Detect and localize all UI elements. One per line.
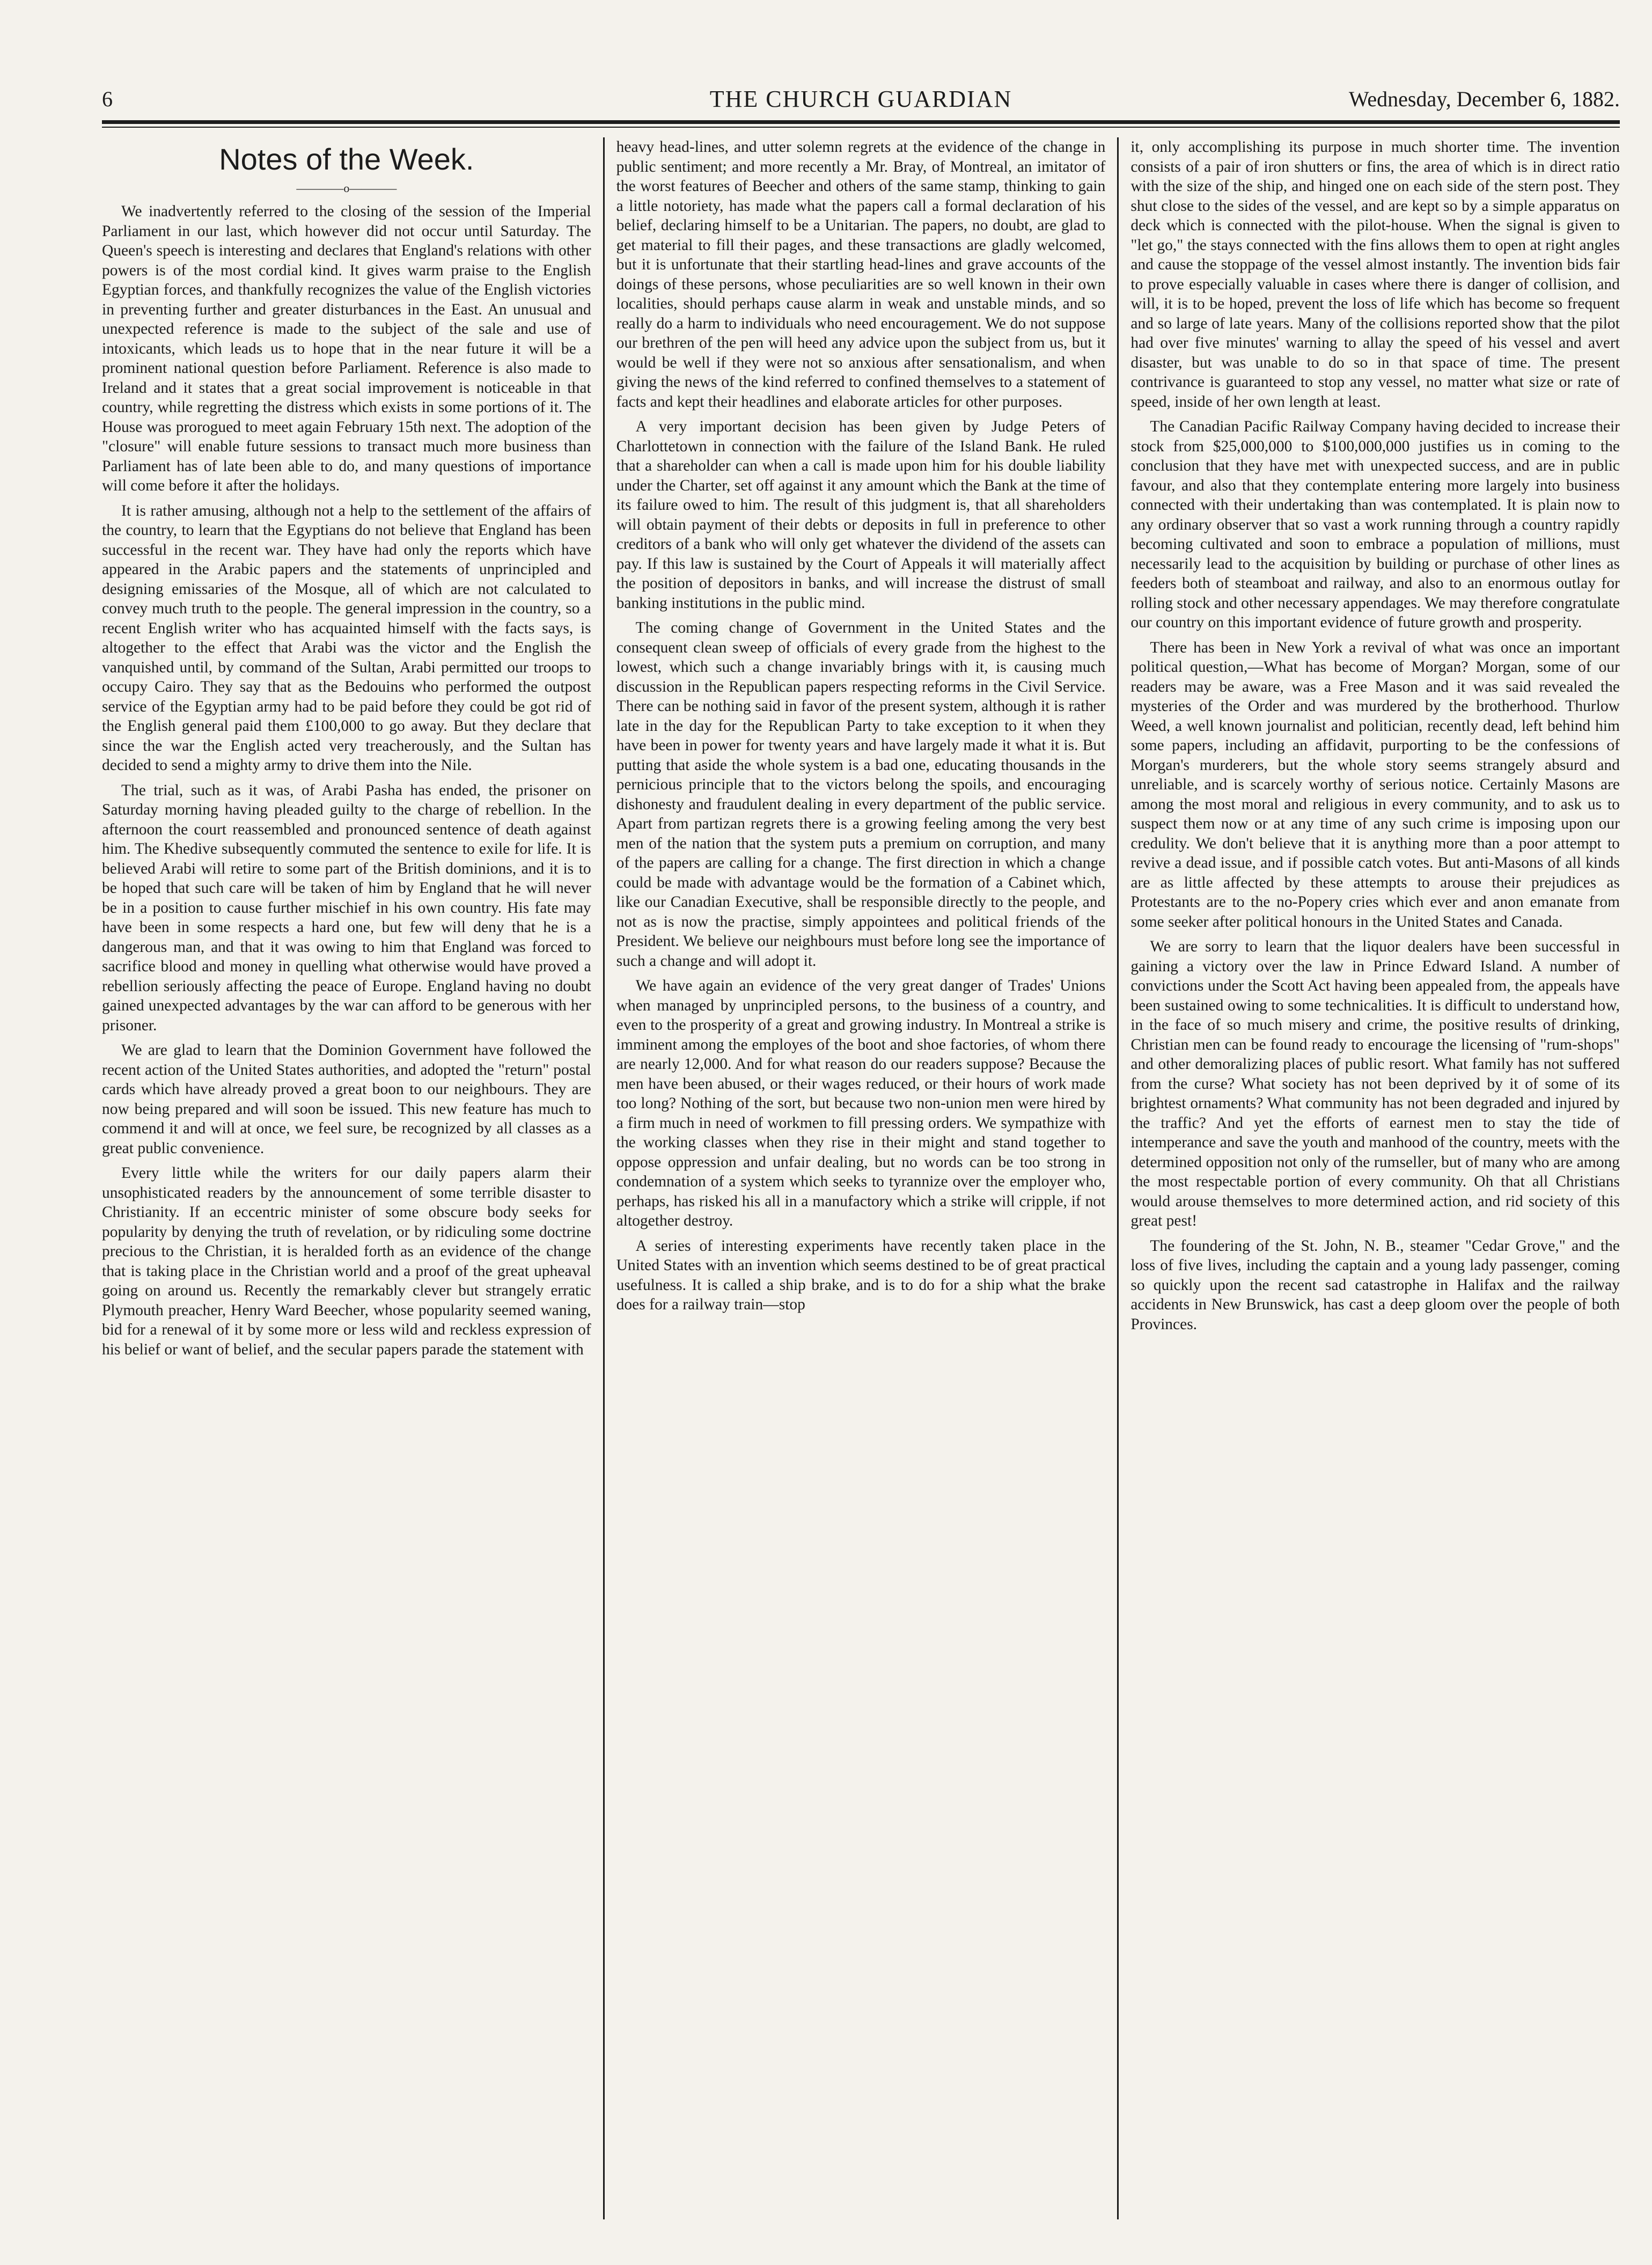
paragraph: The coming change of Government in the United States and the consequent clean sweep of officials of every grade from the highest to the lowest, which such a change invariably brings with it, is causing much discussion in the Republican papers respecting reforms in the Civil Service. There can be nothing said in favor of the present system, although it is rather late in the day for the Republican Party to take exception to it when they have been in power for twenty years and have largely made it what it is. But putting that aside the whole system is a bad one, educating thousands in the pernicious principle that to the victors belong the spoils, and encouraging dishonesty and fraudulent dealing in every department of the public service. Apart from partizan regrets there is a growing feeling among the very best men of the nation that the system puts a premium on corruption, and many of the papers are calling for a change. The first direction in which a change could be made with advantage would be the formation of a Cabinet which, like our Canadian Executive, shall be responsible directly to the people, and not as is now the practise, simply appointees and political friends of the President. We believe our neighbours must before long see the importance of such a change and will adopt it.	[616, 619, 1106, 970]
paragraph: The trial, such as it was, of Arabi Pasha has ended, the prisoner on Saturday morning having pleaded guilty to the charge of rebellion. In the afternoon the court reassembled and pronounced sentence of death against him. The Khedive subsequently commuted the sentence to exile for life. It is believed Arabi will retire to some part of the British dominions, and it is to be hoped that such care will be taken of him by England that he will never be in a position to cause further mischief in his own country. His fate may have been in some respects a hard one, but few will deny that he is a dangerous man, and that it was owing to him that England was forced to sacrifice blood and money in quelling what otherwise would have proved a rebellion seriously affecting the peace of Europe. England having no doubt gained unexpected advantages by the war can afford to be generous with her prisoner.	[102, 781, 591, 1034]
masthead	[102, 80, 1620, 118]
section-title: Notes of the Week.	[219, 142, 474, 176]
title-ornament: ————o————	[296, 181, 397, 195]
paragraph: There has been in New York a revival of what was once an important political question,—What has become of Morgan? Morgan, some of our readers may be aware, was a Free Mason and it was said revealed the mysteries of the Order and was murdered by the brotherhood. Thurlow Weed, a well known journalist and politician, recently dead, left behind him some papers, including an affidavit, purporting to be the confessions of Morgan's murderers, but the whole story seems strangely absurd and unreliable, and is scarcely worthy of serious notice. Certainly Masons are among the most moral and religious in every community, and to ask us to suspect them now or at any time of any such crime is imposing upon our credulity. We don't believe that it is anything more than a poor attempt to revive a dead issue, and if possible catch votes. But anti-Masons of all kinds are as little affected by these attempts to arouse their prejudices as Protestants are to the no-Popery cries which ever and anon emanate from some seeker after political honours in the United States and Canada.	[1130, 639, 1620, 930]
paragraph: It is rather amusing, although not a help to the settlement of the affairs of the country, to learn that the Egyptians do not believe that England has been successful in the recent war. They have had only the reports which have appeared in the Arabic papers and the statements of unprincipled and designing emissaries of the Mosque, all of which are not calculated to convey much truth to the people. The general impression in the country, so a recent English writer who has acquainted himself with the facts says, is altogether to the effect that Arabi was the victor and the English the vanquished until, by command of the Sultan, Arabi permitted our troops to occupy Cairo. They say that as the Bedouins who performed the outpost service of the Egyptian army had to be paid before they could be got rid of the English general paid them £100,000 to go away. But they declare that since the war the English acted very treacherously, and the Sultan has decided to send a mighty army to drive them into the Nile.	[102, 502, 591, 774]
column-3	[1117, 137, 1620, 2219]
paragraph: it, only accomplishing its purpose in much shorter time. The invention consists of a pair of iron shutters or fins, the area of which is in direct ratio with the size of the ship, and hinged one on each side of the stern post. They shut close to the sides of the vessel, and are kept so by a simple apparatus on deck which is connected with the pilot-house. When the signal is given to "let go," the stays connected with the fins allows them to open at right angles and cause the stoppage of the vessel almost instantly. The invention bids fair to prove especially valuable in cases where there is danger of collision, and will, it is to be hoped, prevent the loss of life which has become so frequent and so large of late years. Many of the collisions reported show that the pilot had over five minutes' warning to allay the speed of his vessel and avert disaster, but was unable to do so in that space of time. The present contrivance is guaranteed to stop any vessel, no matter what size or rate of speed, inside of her own length at least.	[1130, 138, 1620, 411]
paragraph: A very important decision has been given by Judge Peters of Charlottetown in connection with the failure of the Island Bank. He ruled that a shareholder can when a call is made upon him for his double liability under the Charter, set off against it any amount which the Bank at the time of its failure owed to him. The result of this judgment is, that all shareholders will obtain payment of their debts or deposits in full in preference to other creditors of a bank who will only get whatever the dividend of the assets can pay. If this law is sustained by the Court of Appeals it will materially affect the position of depositors in banks, and will increase the distrust of small banking institutions in the public mind.	[616, 418, 1106, 612]
paragraph: The foundering of the St. John, N. B., steamer "Cedar Grove," and the loss of five lives, including the captain and a young lady passenger, coming so quickly upon the recent sad catastrophe in Halifax and the railway accidents in New Brunswick, has cast a deep gloom over the people of both Provinces.	[1130, 1237, 1620, 1333]
page-number: 6	[102, 87, 113, 111]
newspaper-title: THE CHURCH GUARDIAN	[709, 86, 1012, 112]
article-columns	[102, 137, 1620, 2219]
paragraph: We are sorry to learn that the liquor dealers have been successful in gaining a victory over the law in Prince Edward Island. A number of convictions under the Scott Act having been appealed from, the appeals have been sustained owing to some technicalities. It is difficult to understand how, in the face of so much misery and crime, the positive results of drinking, Christian men can be found ready to encourage the licensing of "rum-shops" and other demoralizing places of public resort. What family has not suffered from the curse? What society has not been deprived by it of some of its brightest ornaments? What community has not been degraded and injured by the traffic? And yet the efforts of earnest men to stay the tide of intemperance and save the youth and manhood of the country, meets with the determined opposition not only of the rumseller, but of many who are among the most respectable portion of every community. Oh that all Christians would arouse themselves to more determined action, and rid society of this great pest!	[1130, 938, 1620, 1229]
paragraph: The Canadian Pacific Railway Company having decided to increase their stock from $25,000,000 to $100,000,000 justifies us in coming to the conclusion that they have met with unexpected success, and are in public favour, and also that they contemplate entering more largely into business connected with their undertaking than was contemplated. It is plain now to any ordinary observer that so vast a work running through a country rapidly becoming cultivated and soon to embrace a population of millions, must necessarily lead to the acquisition by building or purchase of other lines as feeders both of steamboat and railway, and also to an enormous outlay for rolling stock and other necessary appendages. We may therefore congratulate our country on this important evidence of future growth and prosperity.	[1130, 418, 1620, 631]
masthead-rule-thick	[102, 120, 1620, 124]
paragraph: heavy head-lines, and utter solemn regrets at the evidence of the change in public sentiment; and more recently a Mr. Bray, of Montreal, an imitator of the worst features of Beecher and others of the same stamp, thinking to gain a little notoriety, has made what the papers call a formal declaration of his belief, declaring himself to be a Unitarian. The papers, no doubt, are glad to get material to fill their pages, and these transactions are gladly welcomed, but it is unfortunate that their startling head-lines and grave accounts of the doings of these persons, whose peculiarities are so well known in their own localities, should perhaps cause alarm in weak and unstable minds, and so really do a harm to individuals who need encouragement. We do not suppose our brethren of the pen will heed any advice upon the subject from us, but it would be well if they were not so anxious after sensationalism, and when giving the news of the kind referred to confined themselves to a statement of facts and kept their headlines and elaborate articles for other purposes.	[616, 138, 1106, 411]
masthead-rule-thin	[102, 127, 1620, 128]
paragraph: A series of interesting experiments have recently taken place in the United States with an invention which seems destined to be of great practical usefulness. It is called a ship brake, and is to do for a ship what the brake does for a railway train—stop	[616, 1237, 1106, 1313]
paragraph: Every little while the writers for our daily papers alarm their unsophisticated readers by the announcement of some terrible disaster to Christianity. If an eccentric minister of some obscure body seeks for popularity by denying the truth of revelation, or by ridiculing some doctrine precious to the Christian, it is heralded forth as an evidence of the change that is taking place in the Christian world and a proof of the great upheaval going on around us. Recently the remarkably clever but strangely erratic Plymouth preacher, Henry Ward Beecher, whose popularity seemed waning, bid for a renewal of it by some more or less wild and reckless expression of his belief or want of belief, and the secular papers parade the statement with	[102, 1164, 591, 1358]
paragraph: We are glad to learn that the Dominion Government have followed the recent action of the United States authorities, and adopted the "return" postal cards which have already proved a great boon to our neighbours. They are now being prepared and will soon be issued. This new feature has much to commend it and will at once, we feel sure, be recognized by all classes as a great public convenience.	[102, 1042, 591, 1157]
issue-date: Wednesday, December 6, 1882.	[1348, 87, 1620, 111]
paragraph: We inadvertently referred to the closing of the session of the Imperial Parliament in our last, which however did not occur until Saturday. The Queen's speech is interesting and declares that England's relations with other powers is of the most cordial kind. It gives warm praise to the English Egyptian forces, and thankfully recognizes the value of the English victories in preventing further and greater disturbances in the East. An unusual and unexpected reference is made to the subject of the sale and use of intoxicants, which leads us to hope that in the near future it will be a prominent national question before Parliament. Reference is also made to Ireland and it states that a great social improvement is noticeable in that country, while regretting the distress which exists in some portions of it. The House was prorogued to meet again February 15th next. The adoption of the "closure" will enable future sessions to transact much more business than Parliament has of late been able to do, and many questions of importance will come before it after the holidays.	[102, 203, 591, 494]
column-2	[603, 137, 1118, 2219]
column-1	[102, 137, 603, 2219]
paragraph: We have again an evidence of the very great danger of Trades' Unions when managed by unprincipled persons, to the business of a country, and even to the prosperity of a great and growing industry. In Montreal a strike is imminent among the employes of the boot and shoe factories, of whom there are nearly 12,000. And for what reason do our readers suppose? Because the men have been abused, or their wages reduced, or their hours of work made too long? Nothing of the sort, but because two non-union men were hired by a firm much in need of workmen to fill pressing orders. We sympathize with the working classes when they rise in their might and stand together to oppose oppression and unfair dealing, but no words can be too strong in condemnation of a system which seeks to tyrannize over the employer who, perhaps, has risked his all in a manufactory which a strike will cripple, if not altogether destroy.	[616, 977, 1106, 1229]
